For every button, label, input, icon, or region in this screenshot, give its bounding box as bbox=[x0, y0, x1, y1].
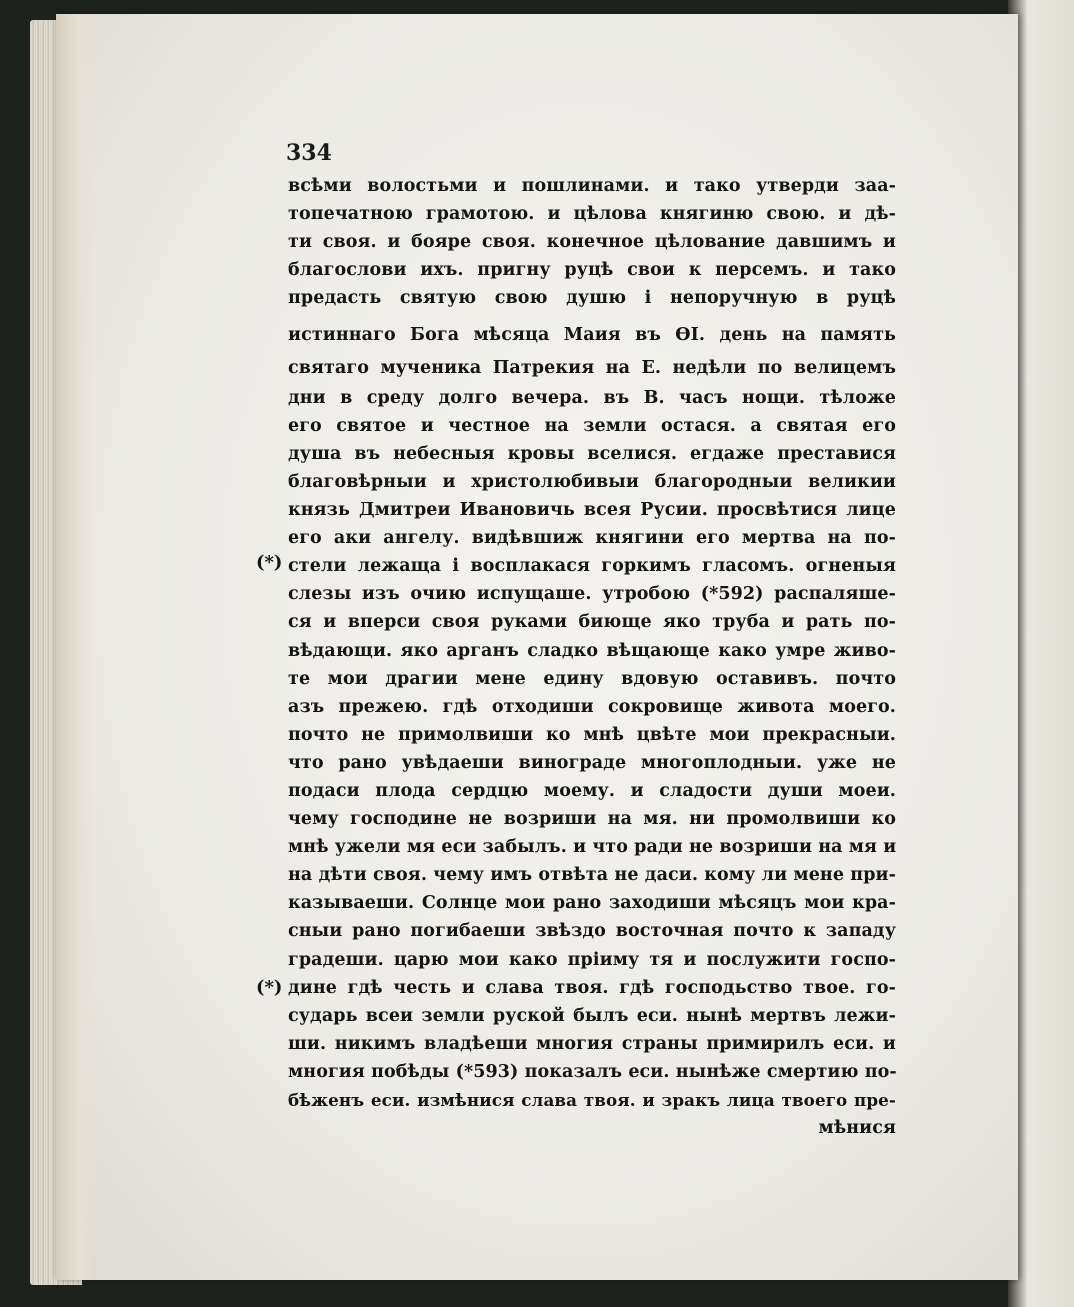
text-line: подаси плода сердцю моему. и сладости души моеи. bbox=[288, 780, 896, 801]
text-line: дине гдѣ честь и слава твоя. гдѣ господьство твое. го- bbox=[288, 977, 896, 998]
text-line: те мои драгии мене едину вдовую оставивъ. почто bbox=[288, 668, 896, 689]
marginal-note-1: (*) bbox=[256, 552, 283, 573]
text-line: что рано увѣдаеши винограде многоплодныи. уже не bbox=[288, 752, 896, 773]
text-line: слезы изъ очию испущаше. утробою (*592) распаляше- bbox=[288, 584, 896, 605]
page-number: 334 bbox=[286, 140, 332, 166]
text-line: чему господине не возриши на мя. ни промолвиши ко bbox=[288, 809, 896, 830]
text-line: ся и вперси своя руками биюще яко труба и рать по- bbox=[288, 612, 896, 633]
text-line: душа въ небесныя кровы вселися. егдаже преставися bbox=[288, 443, 896, 464]
text-line: ши. никимъ владѣеши многия страны примирилъ еси. и bbox=[288, 1033, 896, 1054]
body-text bbox=[288, 172, 896, 1142]
text-line: благослови ихъ. пригну руцѣ свои к персемъ. и тако bbox=[288, 260, 896, 281]
text-line: топечатною грамотою. и цѣлова княгиню свою. и дѣ- bbox=[288, 204, 896, 225]
text-line: сныи рано погибаеши звѣздо восточная почто к западу bbox=[288, 921, 896, 942]
text-line: его святое и честное на земли остася. а святая его bbox=[288, 415, 896, 436]
text-line: его аки ангелу. видѣвшиж княгини его мертва на по- bbox=[288, 528, 896, 549]
text-line: вѣдающи. яко арганъ сладко вѣщающе како умре живо- bbox=[288, 640, 896, 661]
text-line: сударь всеи земли руской былъ еси. нынѣ мертвъ лежи- bbox=[288, 1005, 896, 1026]
text-line: князь Дмитреи Ивановичь всея Русии. просвѣтися лице bbox=[288, 500, 896, 521]
worn-page-margin bbox=[56, 14, 96, 1280]
text-line: бѣженъ еси. измѣнися слава твоя. и зракъ лица твоего пре- bbox=[288, 1090, 896, 1110]
text-line: дни в среду долго вечера. въ В. часъ нощи. тѣложе bbox=[288, 387, 896, 408]
text-line: мѣнися bbox=[818, 1118, 896, 1139]
text-line: всѣми волостьми и пошлинами. и тако утверди заа- bbox=[288, 176, 896, 196]
text-line: многия побѣды (*593) показалъ еси. нынѣже смертию по- bbox=[288, 1061, 897, 1082]
text-line: благовѣрныи и христолюбивыи благородныи великии bbox=[288, 471, 896, 492]
text-line: почто не примолвиши ко мнѣ цвѣте мои прекрасныи. bbox=[288, 724, 896, 745]
text-line: на дѣти своя. чему имъ отвѣта не даси. кому ли мене при- bbox=[288, 865, 896, 886]
text-line: ти своя. и бояре своя. конечное цѣлование давшимъ и bbox=[288, 232, 896, 253]
text-line: азъ прежею. гдѣ отходиши сокровище живота моего. bbox=[288, 696, 896, 717]
text-line: градеши. царю мои како пріиму тя и послужити госпо- bbox=[288, 949, 896, 970]
text-line: казываеши. Солнце мои рано заходиши мѣсяцъ мои кра- bbox=[288, 893, 896, 914]
text-line: святаго мученика Патрекия на Е. недѣли по велицемъ bbox=[288, 357, 896, 378]
text-line: стели лежаща і восплакася горкимъ гласомъ. огненыя bbox=[288, 556, 896, 577]
marginal-note-2: (*) bbox=[256, 977, 283, 998]
text-line: предасть святую свою душю і непоручную в руцѣ bbox=[288, 288, 896, 309]
text-line: мнѣ ужели мя еси забылъ. и что ради не возриши на мя и bbox=[288, 837, 897, 858]
text-line: истиннаго Бога мѣсяца Маия въ ѲІ. день на память bbox=[288, 325, 896, 346]
